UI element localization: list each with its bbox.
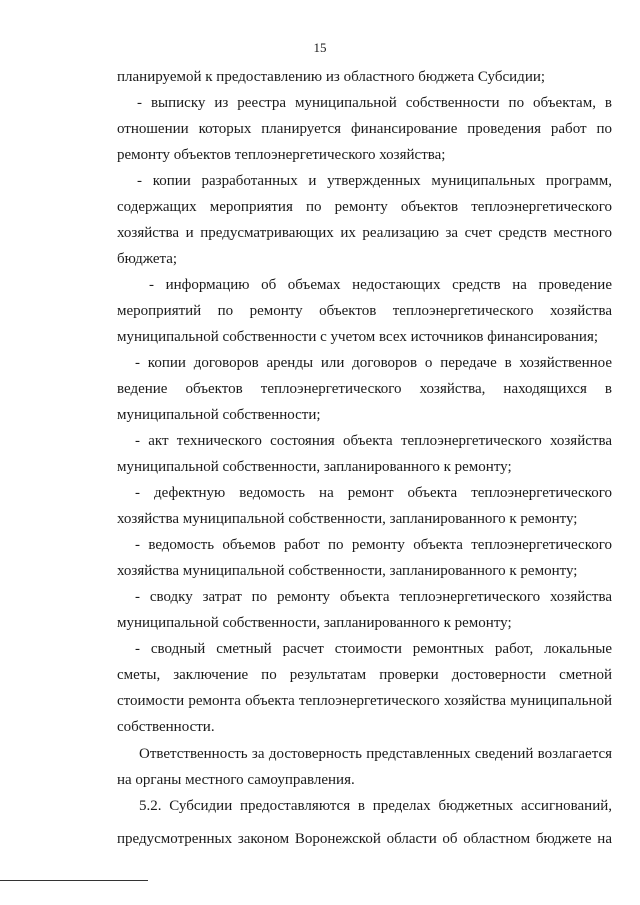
text-line: - сводку затрат по ремонту объекта теплоэнергетического хозяйства (135, 589, 612, 605)
text-line: хозяйства муниципальной собственности, запланированного к ремонту; (117, 563, 578, 579)
paragraph-lease-copies (117, 350, 612, 428)
paragraph-funding-info (117, 272, 612, 350)
paragraph-programs-copies (117, 168, 612, 272)
text-line: - копии разработанных и утвержденных муниципальных программ, (137, 173, 612, 189)
paragraph-cost-summary (117, 584, 612, 636)
text-line: муниципальной собственности; (117, 407, 321, 423)
text-line: отношении которых планируется финансирование проведения работ по (117, 121, 612, 137)
text-line: мероприятий по ремонту объектов теплоэнергетического хозяйства (117, 303, 612, 319)
text-line: - ведомость объемов работ по ремонту объекта теплоэнергетического (135, 537, 612, 553)
footnote-separator-rule (0, 880, 148, 881)
text-line: - информацию об объемах недостающих средств на проведение (149, 277, 612, 293)
text-line: на органы местного самоуправления. (117, 772, 355, 788)
text-line: бюджета; (117, 251, 178, 267)
text-line: ремонту объектов теплоэнергетического хозяйства; (117, 147, 446, 163)
text-line: хозяйства муниципальной собственности, запланированного к ремонту; (117, 511, 578, 527)
paragraph-condition-act (117, 428, 612, 480)
paragraph-estimate (117, 636, 612, 740)
paragraph-registry-extract (117, 90, 612, 168)
text-line: предусмотренных законом Воронежской области об областном бюджете на (117, 831, 612, 847)
text-line: муниципальной собственности, запланированного к ремонту; (117, 459, 512, 475)
text-line: содержащих мероприятия по ремонту объектов теплоэнергетического (117, 199, 612, 215)
text-line: ведение объектов теплоэнергетического хозяйства, находящихся в (117, 381, 612, 397)
text-line: хозяйства и предусматривающих их реализацию за счет средств местного (117, 225, 612, 241)
page-number: 15 (313, 40, 327, 55)
text-line: стоимости ремонта объекта теплоэнергетического хозяйства муниципальной (117, 693, 612, 709)
text-line: - акт технического состояния объекта теплоэнергетического хозяйства (135, 433, 612, 449)
text-line: сметы, заключение по результатам проверки достоверности сметной (117, 667, 612, 683)
text-line: - сводный сметный расчет стоимости ремонтных работ, локальные (135, 641, 612, 657)
text-line: собственности. (117, 719, 215, 735)
document-body (117, 64, 612, 852)
text-line: - выписку из реестра муниципальной собственности по объектам, в (137, 95, 612, 111)
paragraph-defect-list (117, 480, 612, 532)
text-line: 5.2. Субсидии предоставляются в пределах бюджетных ассигнований, (139, 798, 612, 814)
text-line: муниципальной собственности с учетом всех источников финансирования; (117, 329, 599, 345)
paragraph-section-5-2 (117, 793, 612, 852)
text-line: - дефектную ведомость на ремонт объекта теплоэнергетического (135, 485, 612, 501)
text-line: - копии договоров аренды или договоров о передаче в хозяйственное (135, 355, 612, 371)
paragraph-continuation (117, 64, 612, 90)
text-line: муниципальной собственности, запланированного к ремонту; (117, 615, 512, 631)
text-line: планируемой к предоставлению из областного бюджета Субсидии; (117, 69, 546, 85)
paragraph-work-volume (117, 532, 612, 584)
paragraph-responsibility (117, 741, 612, 793)
text-line: Ответственность за достоверность представленных сведений возлагается (139, 746, 612, 762)
